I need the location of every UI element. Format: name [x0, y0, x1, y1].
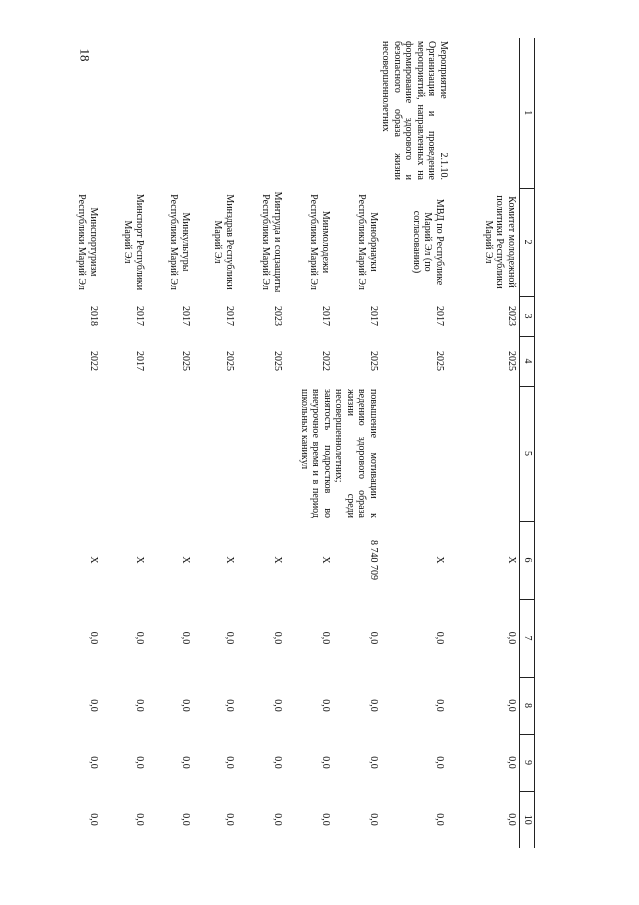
- start-year-cell: 2017: [434, 306, 445, 326]
- value-cell-7: 0,0: [320, 631, 331, 645]
- value-cell-8: 0,0: [272, 699, 283, 712]
- executor-cell: Минкультуры Республики Марий Эл: [168, 194, 191, 290]
- result-cell: [381, 386, 447, 521]
- value-cell-9: 0,0: [224, 756, 235, 769]
- code-cell: X: [506, 556, 517, 564]
- result-cell: [447, 386, 520, 521]
- value-cell-10: 0,0: [320, 813, 331, 826]
- value-cell-10: 0,0: [434, 813, 445, 826]
- page-number: 18: [77, 48, 93, 62]
- value-cell-10: 0,0: [180, 813, 191, 826]
- activity-text: Мероприятие 2.1.10. Организация и проведение мероприятий, направленных на формирование здорового и безопасного образа жизни несовершеннолетних: [380, 41, 449, 180]
- executor-cell: Минмолодежи Республики Марий Эл: [308, 194, 331, 290]
- value-cell-9: 0,0: [506, 756, 517, 769]
- value-cell-7: 0,0: [434, 631, 445, 645]
- rotated-table-container: [76, 38, 535, 848]
- value-cell-8: 0,0: [320, 699, 331, 712]
- header-col-5: 5: [520, 386, 535, 521]
- executor-cell: Минтруда и соцзащиты Республики Марий Эл: [260, 191, 283, 293]
- header-col-2: 2: [520, 188, 535, 296]
- value-cell-9: 0,0: [88, 756, 99, 769]
- code-cell: X: [88, 556, 99, 564]
- code-cell: X: [180, 556, 191, 564]
- executor-cell: Минспорт Республики Марий Эл: [122, 193, 145, 291]
- value-cell-10: 0,0: [224, 813, 235, 826]
- value-cell-7: 0,0: [506, 631, 517, 645]
- start-year-cell: 2023: [272, 306, 283, 326]
- end-year-cell: 2025: [434, 351, 445, 371]
- code-cell: X: [320, 556, 331, 564]
- result-cell: [101, 386, 147, 521]
- header-col-3: 3: [520, 296, 535, 336]
- result-cell: [147, 386, 193, 521]
- value-cell-8: 0,0: [224, 699, 235, 712]
- header-col-6: 6: [520, 521, 535, 599]
- header-col-10: 10: [520, 791, 535, 848]
- executor-cell: Минспортуризм Республики Марий Эл: [76, 194, 99, 290]
- header-col-9: 9: [520, 734, 535, 791]
- start-year-cell: 2018: [88, 306, 99, 326]
- end-year-cell: 2025: [506, 351, 517, 371]
- end-year-cell: 2017: [134, 351, 145, 371]
- value-cell-9: 0,0: [320, 756, 331, 769]
- value-cell-7: 0,0: [368, 631, 379, 645]
- code-cell: X: [224, 556, 235, 564]
- start-year-cell: 2017: [368, 306, 379, 326]
- start-year-cell: 2017: [320, 306, 331, 326]
- program-table: [57, 38, 535, 848]
- end-year-cell: 2022: [88, 351, 99, 371]
- start-year-cell: 2017: [224, 306, 235, 326]
- end-year-cell: 2025: [180, 351, 191, 371]
- executor-cell: МВД по Республике Марий Эл (по согласованию): [411, 198, 445, 286]
- executor-cell: Комитет молодежной политики Республики Марий Эл: [483, 195, 517, 289]
- value-cell-7: 0,0: [272, 631, 283, 645]
- header-col-1: 1: [520, 38, 535, 188]
- result-cell: [237, 386, 285, 521]
- value-cell-9: 0,0: [272, 756, 283, 769]
- value-cell-10: 0,0: [88, 813, 99, 826]
- result-cell: [193, 386, 237, 521]
- code-cell: X: [272, 556, 283, 564]
- start-year-cell: 2017: [134, 306, 145, 326]
- value-cell-8: 0,0: [434, 699, 445, 712]
- header-col-4: 4: [520, 336, 535, 386]
- value-cell-10: 0,0: [134, 813, 145, 826]
- start-year-cell: 2023: [506, 306, 517, 326]
- value-cell-7: 0,0: [134, 631, 145, 645]
- value-cell-7: 0,0: [88, 631, 99, 645]
- end-year-cell: 2025: [272, 351, 283, 371]
- header-row: [520, 38, 535, 848]
- value-cell-10: 0,0: [368, 813, 379, 826]
- value-cell-9: 0,0: [180, 756, 191, 769]
- code-cell: X: [434, 556, 445, 564]
- activity-cell: [57, 38, 520, 188]
- value-cell-8: 0,0: [368, 699, 379, 712]
- table-row: [447, 38, 520, 848]
- end-year-cell: 2022: [320, 351, 331, 371]
- start-year-cell: 2017: [180, 306, 191, 326]
- value-cell-9: 0,0: [434, 756, 445, 769]
- end-year-cell: 2025: [224, 351, 235, 371]
- result-cell: [57, 386, 101, 521]
- value-cell-10: 0,0: [506, 813, 517, 826]
- code-cell: 8 740 709: [368, 540, 379, 580]
- code-cell: X: [134, 556, 145, 564]
- executor-cell: Минздрав Республики Марий Эл: [212, 194, 235, 290]
- header-col-7: 7: [520, 599, 535, 677]
- end-year-cell: 2025: [368, 351, 379, 371]
- executor-cell: Минобрнауки Республики Марий Эл: [356, 194, 379, 290]
- value-cell-7: 0,0: [180, 631, 191, 645]
- header-col-8: 8: [520, 677, 535, 734]
- value-cell-8: 0,0: [88, 699, 99, 712]
- value-cell-8: 0,0: [180, 699, 191, 712]
- result-cell: повышение мотивации к ведению здорового образа жизни среди несовершеннолетних; занятость подростков во внеурочное время и в период школьных каникул: [299, 389, 379, 518]
- value-cell-8: 0,0: [506, 699, 517, 712]
- value-cell-9: 0,0: [134, 756, 145, 769]
- value-cell-10: 0,0: [272, 813, 283, 826]
- value-cell-8: 0,0: [134, 699, 145, 712]
- value-cell-9: 0,0: [368, 756, 379, 769]
- value-cell-7: 0,0: [224, 631, 235, 645]
